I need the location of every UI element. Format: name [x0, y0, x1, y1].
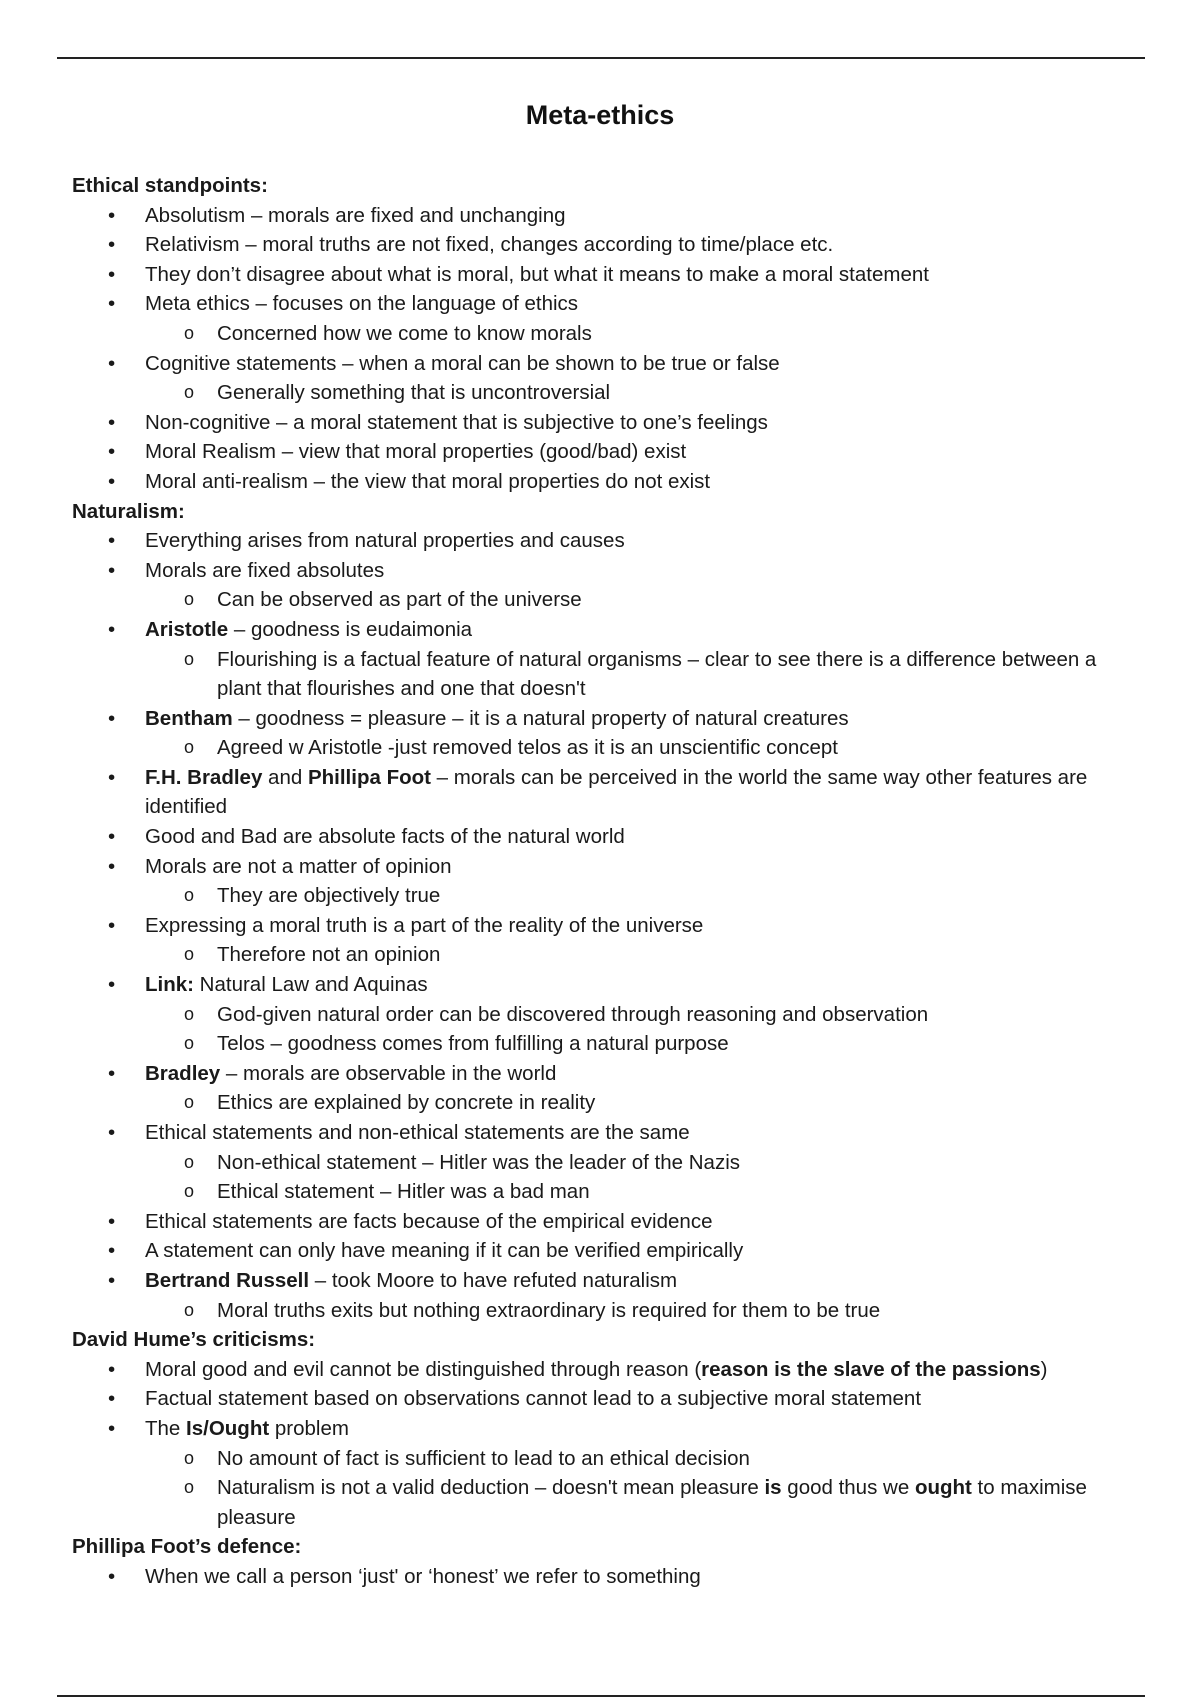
bottom-rule: [57, 1695, 1145, 1697]
sub-bullet-icon: o: [184, 1181, 195, 1202]
sub-list-item: o Moral truths exits but nothing extraordinary is required for them to be true: [72, 1296, 1132, 1326]
foot-list: [72, 1562, 1132, 1592]
bullet-icon: •: [108, 765, 116, 789]
list-item: • A statement can only have meaning if it can be verified empirically: [72, 1236, 1132, 1266]
list-item: • Moral good and evil cannot be distinguished through reason (reason is the slave of the passions): [72, 1355, 1132, 1385]
sub-bullet-icon: o: [184, 382, 195, 403]
section-heading-ethical-standpoints: Ethical standpoints:: [72, 174, 268, 197]
bullet-icon: •: [108, 1209, 116, 1233]
sub-list-item: o Flourishing is a factual feature of natural organisms – clear to see there is a difference between a plant that flourishes and one that doesn't: [72, 645, 1132, 704]
bullet-icon: •: [108, 292, 116, 316]
section-heading-naturalism: Naturalism:: [72, 499, 185, 523]
sub-bullet-icon: o: [184, 944, 195, 965]
sub-list-item: o Generally something that is uncontroversial: [72, 378, 1132, 408]
list-item: • Meta ethics – focuses on the language of ethics o Concerned how we come to know morals: [72, 289, 1132, 348]
bullet-icon: •: [108, 529, 116, 553]
sub-list-item: o Ethical statement – Hitler was a bad man: [72, 1177, 1132, 1207]
list-item: • Ethical statements and non-ethical statements are the same o Non-ethical statement – Hitler was the leader of the Nazis o Ethical statement – Hitler was a bad man: [72, 1118, 1132, 1207]
sub-list-item: o Telos – goodness comes from fulfilling a natural purpose: [72, 1029, 1132, 1059]
sub-bullet-icon: o: [184, 885, 195, 906]
list-item: • Expressing a moral truth is a part of the reality of the universe o Therefore not an opinion: [72, 911, 1132, 970]
naturalism-list: [72, 526, 1132, 1325]
sub-bullet-icon: o: [184, 589, 195, 610]
sub-bullet-icon: o: [184, 1477, 195, 1498]
bullet-icon: •: [108, 825, 116, 849]
sub-bullet-icon: o: [184, 1092, 195, 1113]
bullet-icon: •: [108, 440, 116, 464]
list-item: • Cognitive statements – when a moral can be shown to be true or false o Generally something that is uncontroversial: [72, 349, 1132, 408]
list-item: • Aristotle – goodness is eudaimonia o Flourishing is a factual feature of natural organisms – clear to see there is a difference between a plant that flourishes and one that doesn't: [72, 615, 1132, 704]
page-title: Meta-ethics: [525, 100, 675, 130]
bullet-icon: •: [108, 262, 116, 286]
bullet-icon: •: [108, 1268, 116, 1292]
list-item: • Absolutism – morals are fixed and unchanging: [72, 201, 1132, 231]
sub-list-item: o Therefore not an opinion: [72, 940, 1132, 970]
bullet-icon: •: [108, 410, 116, 434]
sub-list-item: o Naturalism is not a valid deduction – doesn't mean pleasure is good thus we ought to maximise pleasure: [72, 1473, 1132, 1532]
list-item: • When we call a person ‘just' or ‘honest’ we refer to something: [72, 1562, 1132, 1592]
bullet-icon: •: [108, 1416, 116, 1440]
bullet-icon: •: [108, 617, 116, 641]
sub-list-item: o No amount of fact is sufficient to lead to an ethical decision: [72, 1444, 1132, 1474]
section-heading-hume-criticisms: David Hume’s criticisms:: [72, 1328, 316, 1352]
bullet-icon: •: [108, 233, 116, 257]
hume-list: [72, 1355, 1132, 1533]
document-body: [72, 171, 1132, 1592]
top-rule: [57, 57, 1145, 59]
bullet-icon: •: [108, 558, 116, 582]
bullet-icon: •: [108, 1564, 116, 1588]
bullet-icon: •: [108, 1061, 116, 1085]
bullet-icon: •: [108, 706, 116, 730]
sub-bullet-icon: o: [184, 1003, 195, 1024]
sub-bullet-icon: o: [184, 1447, 195, 1468]
list-item: • Everything arises from natural properties and causes: [72, 526, 1132, 556]
list-item: • Factual statement based on observations cannot lead to a subjective moral statement: [72, 1384, 1132, 1414]
bullet-icon: •: [108, 351, 116, 375]
sub-bullet-icon: o: [184, 1033, 195, 1054]
bullet-icon: •: [108, 973, 116, 997]
sub-list-item: o They are objectively true: [72, 881, 1132, 911]
sub-list-item: o Can be observed as part of the universe: [72, 585, 1132, 615]
sub-bullet-icon: o: [184, 648, 195, 669]
list-item: • Good and Bad are absolute facts of the natural world: [72, 822, 1132, 852]
list-item: • Bradley – morals are observable in the world o Ethics are explained by concrete in reality: [72, 1059, 1132, 1118]
bullet-icon: •: [108, 469, 116, 493]
standpoints-list: [72, 201, 1132, 497]
bullet-icon: •: [108, 203, 116, 227]
list-item: • Non-cognitive – a moral statement that is subjective to one’s feelings: [72, 408, 1132, 438]
sub-bullet-icon: o: [184, 1299, 195, 1320]
sub-bullet-icon: o: [184, 1151, 195, 1172]
bullet-icon: •: [108, 1357, 116, 1381]
list-item: • Relativism – moral truths are not fixed, changes according to time/place etc.: [72, 230, 1132, 260]
list-item: • Moral anti-realism – the view that moral properties do not exist: [72, 467, 1132, 497]
bullet-icon: •: [108, 1239, 116, 1263]
section-heading-foot-defence: Phillipa Foot’s defence:: [72, 1535, 302, 1559]
sub-list-item: o Ethics are explained by concrete in reality: [72, 1088, 1132, 1118]
sub-list-item: o Agreed w Aristotle -just removed telos as it is an unscientific concept: [72, 733, 1132, 763]
bullet-icon: •: [108, 1387, 116, 1411]
list-item: • The Is/Ought problem o No amount of fact is sufficient to lead to an ethical decision o Naturalism is not a valid deduction – doesn't mean pleasure is good thus we ought to maximise pleasure: [72, 1414, 1132, 1532]
list-item: • Bentham – goodness = pleasure – it is a natural property of natural creatures o Agreed w Aristotle -just removed telos as it is an unscientific concept: [72, 704, 1132, 763]
sub-list-item: o God-given natural order can be discovered through reasoning and observation: [72, 1000, 1132, 1030]
list-item: • Moral Realism – view that moral properties (good/bad) exist: [72, 437, 1132, 467]
bullet-icon: •: [108, 1121, 116, 1144]
list-item: • Link: Natural Law and Aquinas o God-given natural order can be discovered through reasoning and observation o Telos – goodness comes from fulfilling a natural purpose: [72, 970, 1132, 1059]
list-item: • They don’t disagree about what is moral, but what it means to make a moral statement: [72, 260, 1132, 290]
list-item: • Bertrand Russell – took Moore to have refuted naturalism o Moral truths exits but nothing extraordinary is required for them to be true: [72, 1266, 1132, 1325]
list-item: • Morals are not a matter of opinion o They are objectively true: [72, 852, 1132, 911]
list-item: • Ethical statements are facts because of the empirical evidence: [72, 1207, 1132, 1237]
bullet-icon: •: [108, 913, 116, 937]
list-item: • Morals are fixed absolutes o Can be observed as part of the universe: [72, 556, 1132, 615]
list-item: • F.H. Bradley and Phillipa Foot – morals can be perceived in the world the same way other features are identified: [72, 763, 1132, 822]
bullet-icon: •: [108, 854, 116, 878]
sub-list-item: o Concerned how we come to know morals: [72, 319, 1132, 349]
sub-bullet-icon: o: [184, 737, 195, 758]
sub-bullet-icon: o: [184, 322, 195, 343]
sub-list-item: o Non-ethical statement – Hitler was the leader of the Nazis: [72, 1148, 1132, 1178]
